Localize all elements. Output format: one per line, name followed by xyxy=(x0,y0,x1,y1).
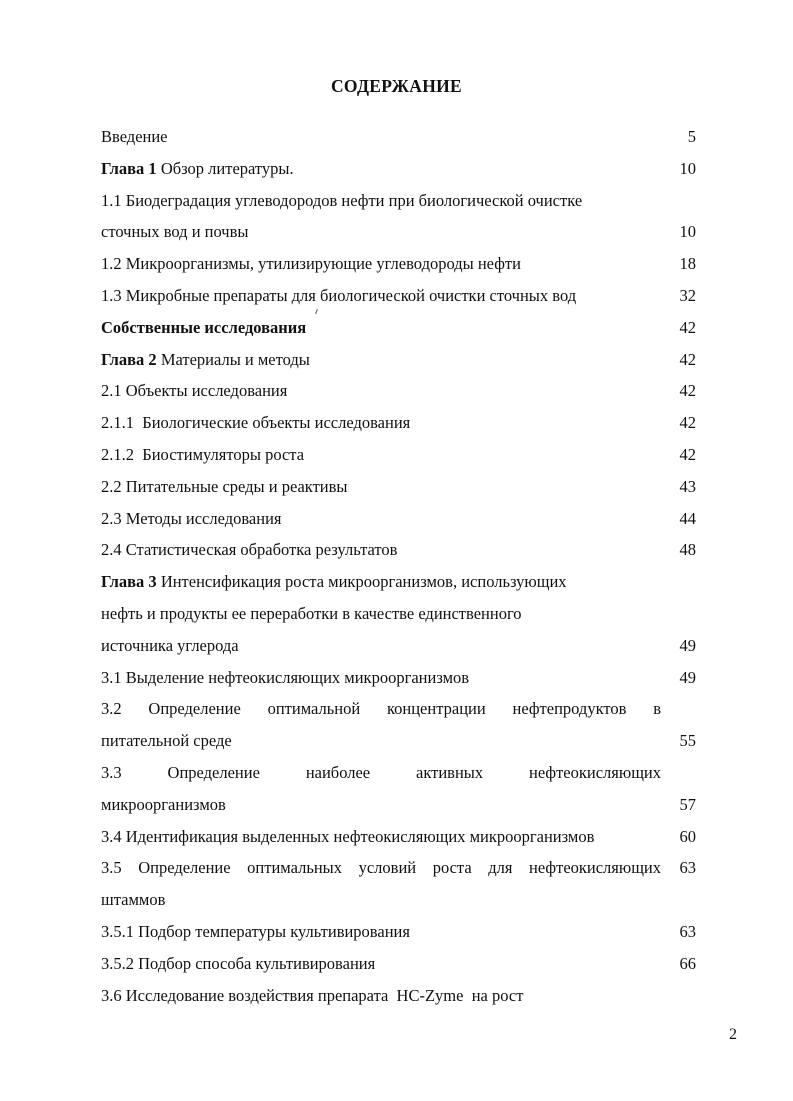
toc-entry-text xyxy=(101,789,661,821)
toc-entry xyxy=(101,852,701,884)
toc-entry xyxy=(101,693,701,725)
toc-entry-page: 63 xyxy=(679,921,696,941)
toc-entry-bold-label: Глава 3 xyxy=(101,572,157,592)
toc-entry-page: 48 xyxy=(679,540,696,560)
toc-entry-page: 66 xyxy=(679,953,696,973)
toc-entry-text xyxy=(101,948,661,980)
toc-entry-page: 10 xyxy=(679,158,696,178)
toc-entry-page: 10 xyxy=(679,222,696,242)
toc-entry-page: 42 xyxy=(679,413,696,433)
toc-entry xyxy=(101,121,701,153)
toc-entry-label: 3.1 Выделение нефтеокисляющих микроорганизмов xyxy=(101,667,470,687)
toc-entry xyxy=(101,598,701,630)
toc-entry-text xyxy=(101,693,661,725)
toc-entry-text xyxy=(101,757,661,789)
toc-entry-page: 32 xyxy=(679,285,696,305)
toc-entry xyxy=(101,980,701,1012)
toc-entry-label: 2.1 Объекты исследования xyxy=(101,381,288,401)
toc-entry-text xyxy=(101,821,661,853)
toc-entry-label: 1.3 Микробные препараты для биологической очистки сточных вод xyxy=(101,285,577,305)
toc-entry-page: 42 xyxy=(679,381,696,401)
toc-entry-text xyxy=(101,884,661,916)
toc-entry-page: 42 xyxy=(679,444,696,464)
toc-entry-label: микроорганизмов xyxy=(101,794,226,814)
toc-entry xyxy=(101,821,701,853)
toc-entry-label: сточных вод и почвы xyxy=(101,222,249,242)
toc-entry-text xyxy=(101,375,661,407)
footer-page-number: 2 xyxy=(729,1026,737,1043)
toc-entry-label: Материалы и методы xyxy=(156,349,310,369)
toc-entry-page: 42 xyxy=(679,317,696,337)
toc-entry xyxy=(101,439,701,471)
toc-entry-page: 43 xyxy=(679,476,696,496)
toc-entry xyxy=(101,948,701,980)
toc-entry-text xyxy=(101,566,661,598)
toc-entry-page: 49 xyxy=(679,667,696,687)
toc-entry-text xyxy=(101,153,661,185)
toc-entry-text xyxy=(101,662,661,694)
toc-entry xyxy=(101,407,701,439)
toc-entry xyxy=(101,312,701,344)
toc-entry-label: 2.4 Статистическая обработка результатов xyxy=(101,540,398,560)
toc-entry-label: 2.3 Методы исследования xyxy=(101,508,282,528)
toc-entry-page: 57 xyxy=(679,794,696,814)
toc-entry-page: 42 xyxy=(679,349,696,369)
toc-entry-text xyxy=(101,407,661,439)
toc-entry-page: 60 xyxy=(679,826,696,846)
toc-entry-label: 3.3 Определение наиболее активных нефтеокисляющих xyxy=(101,762,661,782)
toc-entry xyxy=(101,534,701,566)
toc-entry xyxy=(101,216,701,248)
toc-entry-label: 3.5.2 Подбор способа культивирования xyxy=(101,953,376,973)
toc-entry-text xyxy=(101,248,661,280)
toc-entry xyxy=(101,153,701,185)
toc-entry-text xyxy=(101,471,661,503)
toc-entry xyxy=(101,916,701,948)
toc-entry-label: 2.2 Питательные среды и реактивы xyxy=(101,476,348,496)
toc-entry-label: 3.5.1 Подбор температуры культивирования xyxy=(101,921,410,941)
toc-entry-text xyxy=(101,185,661,217)
toc-entry xyxy=(101,471,701,503)
toc-entry-label: источника углерода xyxy=(101,635,239,655)
toc-entry-label: 3.5 Определение оптимальных условий роста для нефтеокисляющих xyxy=(101,858,661,878)
toc-entry-label: Обзор литературы. xyxy=(156,158,294,178)
toc-entry xyxy=(101,725,701,757)
toc-entry-text xyxy=(101,503,661,535)
toc-entry-label: 2.1.1 Биологические объекты исследования xyxy=(101,413,411,433)
toc-entry-page: 5 xyxy=(687,127,696,146)
toc-entry-text xyxy=(101,439,661,471)
toc-entry-text xyxy=(101,852,661,884)
toc-entry-text xyxy=(101,980,661,1012)
toc-entry xyxy=(101,503,701,535)
toc-entry-text xyxy=(101,280,661,312)
toc-entry xyxy=(101,566,701,598)
toc-entry-text xyxy=(101,725,661,757)
toc-entry-label: 1.1 Биодеградация углеводородов нефти при биологической очистке xyxy=(101,190,583,210)
toc-entry-label: штаммов xyxy=(101,890,166,910)
toc-entry-page: 63 xyxy=(679,858,696,878)
toc-entry-label: нефть и продукты ее переработки в качестве единственного xyxy=(101,603,522,623)
page-title: СОДЕРЖАНИЕ xyxy=(330,76,462,96)
toc-entry-text xyxy=(101,630,661,662)
toc-entry-bold-label: Глава 1 xyxy=(101,158,157,178)
toc-entry xyxy=(101,662,701,694)
toc-entry-page: 49 xyxy=(679,635,696,655)
toc-entry-bold-label: Глава 2 xyxy=(101,349,157,369)
toc-entry-text xyxy=(101,312,661,344)
toc-entry-label: Интенсификация роста микроорганизмов, использующих xyxy=(156,572,567,592)
toc-entry-label: Введение xyxy=(101,127,168,146)
toc-entry xyxy=(101,789,701,821)
toc-entry xyxy=(101,248,701,280)
toc-entry-text xyxy=(101,916,661,948)
toc-entry-label: 1.2 Микроорганизмы, утилизирующие углеводороды нефти xyxy=(101,254,521,274)
toc-entry-text xyxy=(101,121,661,153)
toc-entry-text xyxy=(101,598,661,630)
toc-entry-label: 3.4 Идентификация выделенных нефтеокисляющих микроорганизмов xyxy=(101,826,595,846)
toc-entry xyxy=(101,280,701,312)
table-of-contents xyxy=(101,121,701,1011)
toc-entry-label: питательной среде xyxy=(101,731,232,751)
toc-entry xyxy=(101,185,701,217)
toc-entry-label: 2.1.2 Биостимуляторы роста xyxy=(101,444,305,464)
toc-entry-bold-label: Собственные исследования xyxy=(101,317,307,337)
toc-entry xyxy=(101,344,701,376)
toc-entry-text xyxy=(101,534,661,566)
toc-entry xyxy=(101,757,701,789)
toc-entry xyxy=(101,375,701,407)
toc-entry-text xyxy=(101,344,661,376)
toc-entry xyxy=(101,884,701,916)
toc-entry-page: 55 xyxy=(679,731,696,751)
toc-entry-page: 18 xyxy=(679,254,696,274)
toc-entry-label: 3.2 Определение оптимальной концентрации нефтепродуктов в xyxy=(101,699,661,719)
toc-entry-page: 44 xyxy=(679,508,696,528)
toc-entry-label: 3.6 Исследование воздействия препарата HC-Zyme на рост xyxy=(101,985,524,1005)
toc-entry-text xyxy=(101,216,661,248)
toc-entry xyxy=(101,630,701,662)
